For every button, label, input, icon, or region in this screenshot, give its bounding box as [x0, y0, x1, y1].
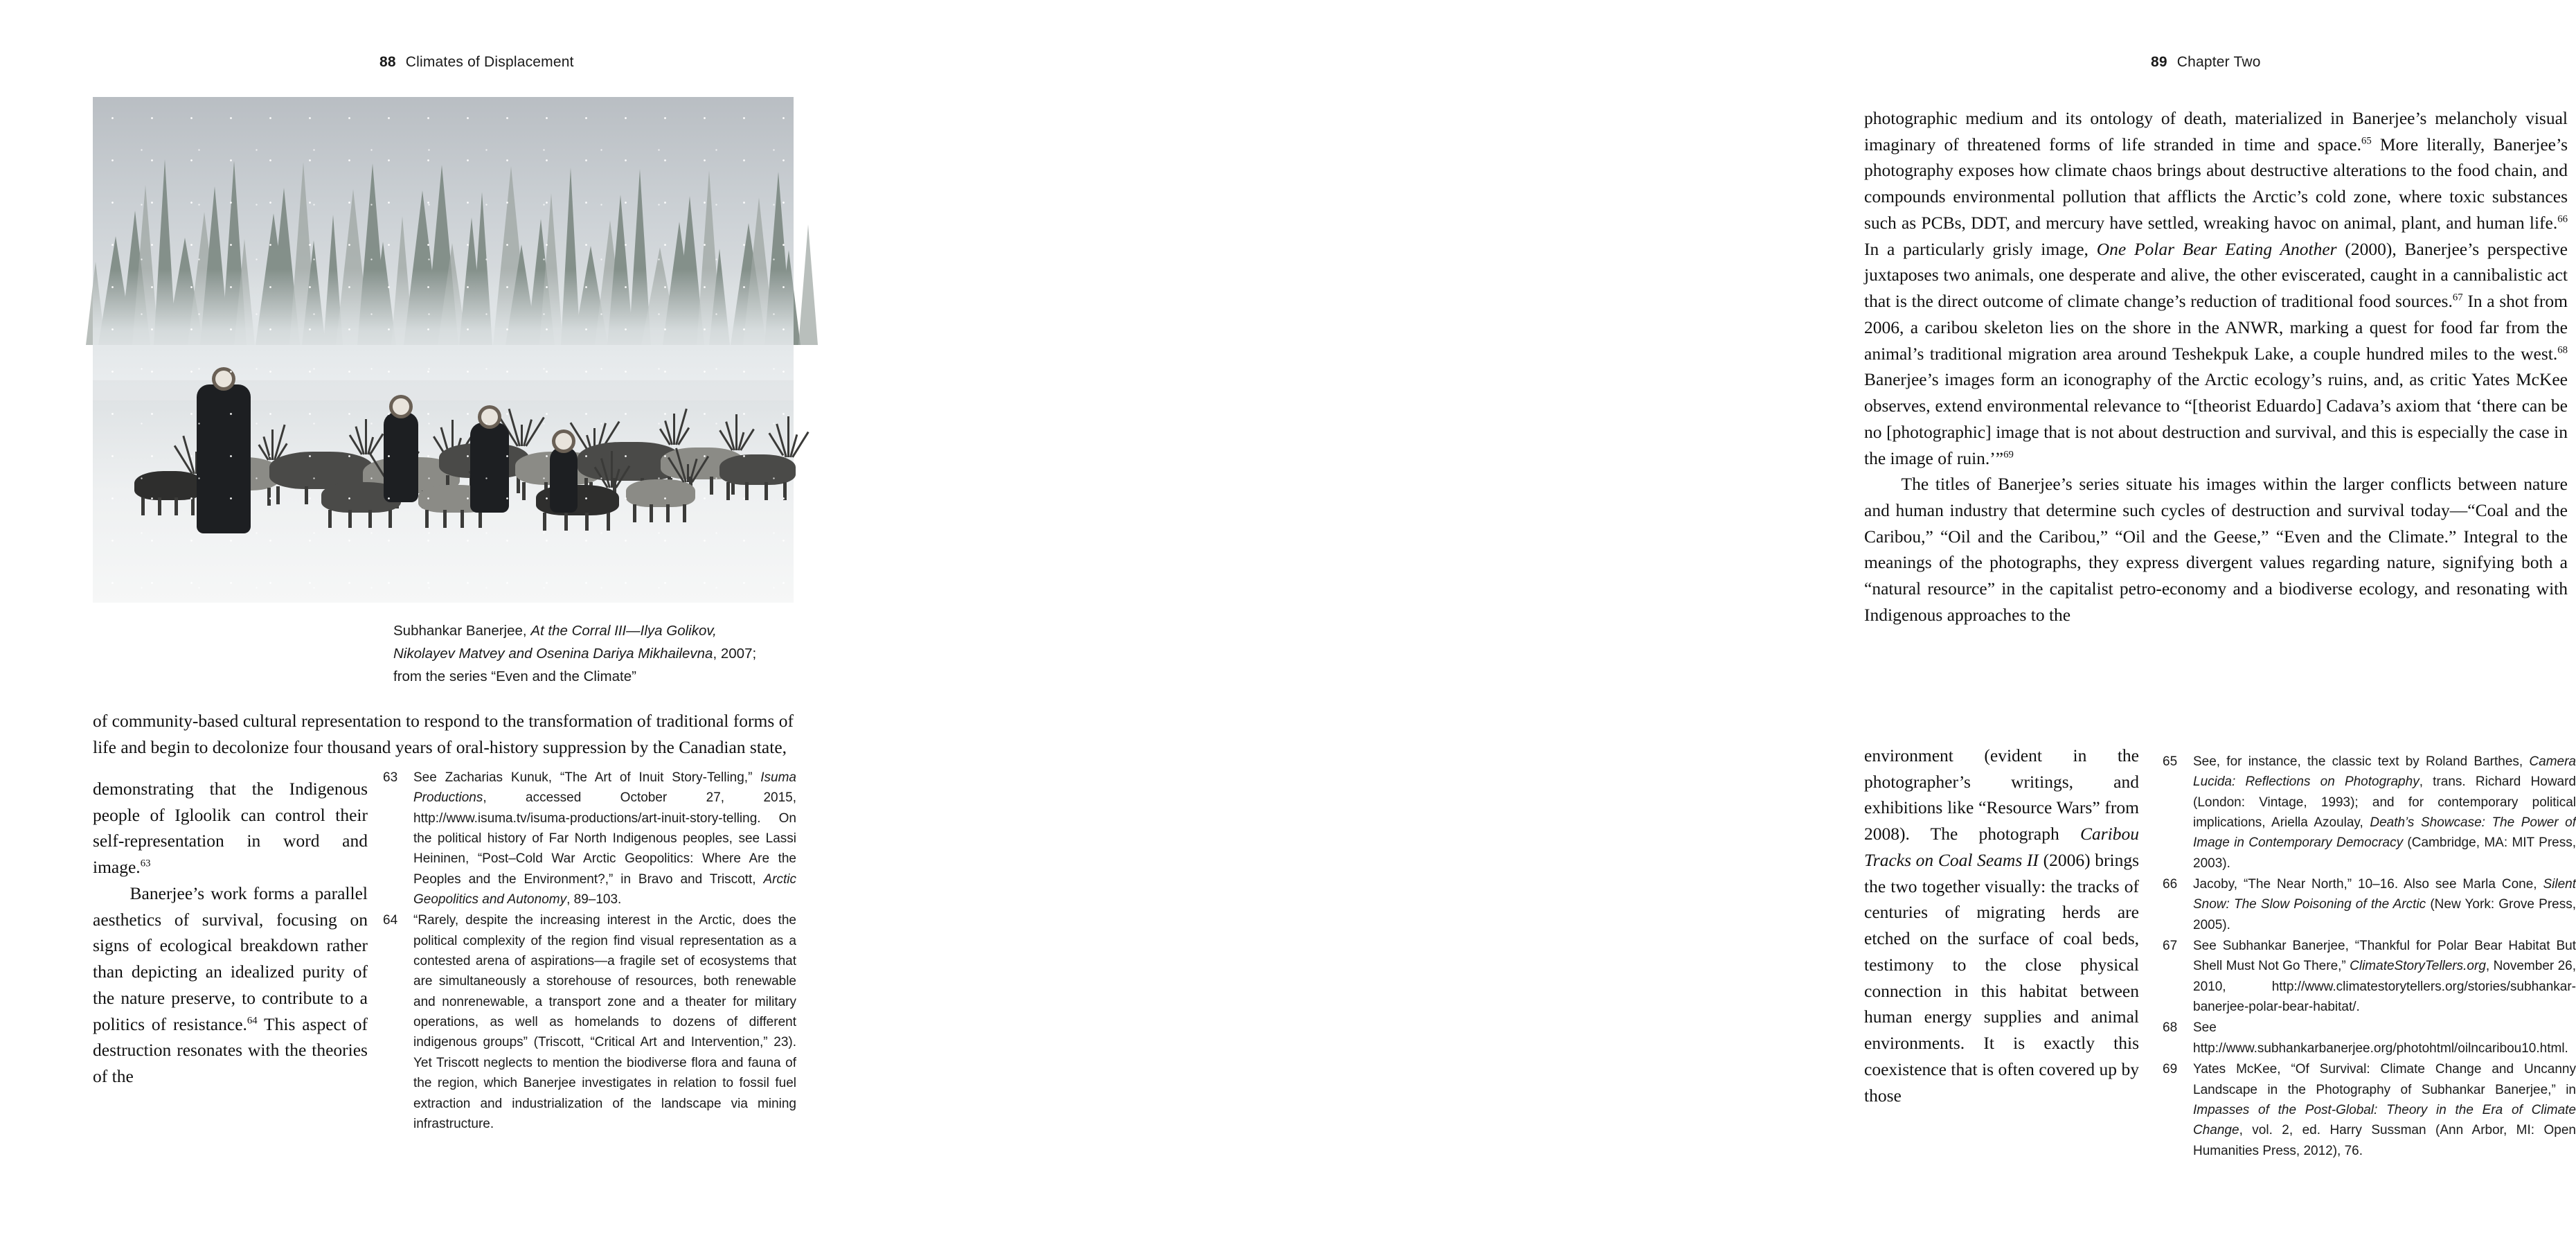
footnote-text [2193, 874, 2576, 935]
footnote-number: 63 [383, 770, 398, 785]
footnote-number: 65 [2163, 754, 2178, 769]
footnote-cited-title: Impasses of the Post-Global: Theory in the Era of Climate Change [2193, 1102, 2576, 1138]
footnote-text [2193, 936, 2576, 1017]
artwork-title-one-polar-bear: One Polar Bear Eating Another [2096, 238, 2337, 259]
photo-conifer [798, 224, 818, 345]
page-number-left: 88 [379, 54, 396, 70]
footnote-ref-69[interactable]: 69 [2003, 449, 2014, 461]
footnotes-left [383, 768, 796, 1135]
footnote-cited-title: Camera Lucida: Reflections on Photography [2193, 754, 2576, 790]
caption-line-1-plain: Subhankar Banerjee, [393, 623, 531, 639]
footnote-segment: See, for instance, the classic text by Roland Barthes, [2193, 754, 2530, 769]
footnote-segment: Yates McKee, “Of Survival: Climate Change and Uncanny Landscape in the Photography of Subhankar Banerjee,” in [2193, 1062, 2576, 1097]
caption-line-2-plain: , 2007; [713, 646, 757, 662]
footnote-segment: (Cambridge, MA: MIT Press, 2003). [2193, 835, 2576, 871]
caption-line-2-title: Nikolayev Matvey and Osenina Dariya Mikhailevna [393, 646, 713, 662]
right-narrow-b: (2006) brings the two together visually: the tracks of centuries of migrating herds are etched on the surface of coal beds, testimony to the close physical connection in this habitat between human energy supplies and animal environments. It is exactly this coexistence that is often covered up by those [1864, 849, 2139, 1106]
footnote-item [2163, 936, 2576, 1017]
footnote-ref-68[interactable]: 68 [2557, 344, 2568, 356]
right-body-wide-paragraph-2: The titles of Banerjee’s series situate his images within the larger conflicts between nature and human industry that determine such cycles of destruction and survival today—“Coal and the Caribou,” “Oil and the Caribou,” “Oil and the Geese,” “Even and the Climate.” Integral to the meanings of the photographs, they express divergent values regarding nature, signifying both a “natural resource” in the capitalist petro-economy and a biodiverse ecology, and resonating with Indigenous approaches to the [1864, 474, 2568, 625]
photograph-reindeer-herders [93, 97, 794, 603]
caption-line-1-title: At the Corral III—Ilya Golikov, [530, 623, 717, 639]
footnote-item [383, 768, 796, 910]
footnote-text [2193, 1018, 2576, 1058]
footnote-segment: (New York: Grove Press, 2005). [2193, 897, 2576, 932]
left-body-narrow [93, 776, 368, 1090]
footnote-number: 64 [383, 913, 398, 928]
left-body-narrow-paragraph-2 [93, 880, 368, 1090]
footnotes-right [2163, 752, 2576, 1162]
footnote-segment: , accessed October 27, 2015, http://www.isuma.tv/isuma-productions/art-inuit-story-telling. On the political history of Far North Indigenous peoples, see Lassi Heininen, “Post–Cold War Arctic Geopolitics: Where Are the Peoples and the Environment?,” in Bravo and Triscott, [413, 790, 796, 887]
page-right [886, 0, 2576, 1258]
artwork-title-caribou-tracks: Caribou Tracks on Coal Seams II [1864, 824, 2139, 870]
left-p1-text: demonstrating that the Indigenous people of Igloolik can control their self-representation in word and image. [93, 779, 368, 878]
footnote-ref-64[interactable]: 64 [247, 1015, 258, 1027]
footnote-number: 66 [2163, 877, 2178, 892]
footnote-text [2193, 1059, 2576, 1161]
caption-line-3: from the series “Even and the Climate” [393, 668, 636, 685]
right-body-narrow [1864, 743, 2139, 1108]
right-body-wide-paragraph-1 [1864, 105, 2568, 471]
footnote-segment: See http://www.subhankarbanerjee.org/photohtml/oilncaribou10.html. [2193, 1020, 2568, 1056]
footnote-segment: See Zacharias Kunuk, “The Art of Inuit Story-Telling,” [413, 770, 761, 785]
footnote-cited-title: Silent Snow: The Slow Poisoning of the Arctic [2193, 877, 2576, 912]
right-body-wide [1864, 105, 2568, 628]
book-title-left: Climates of Displacement [405, 54, 574, 70]
footnote-ref-67[interactable]: 67 [2452, 292, 2463, 303]
footnote-ref-65[interactable]: 65 [2361, 135, 2372, 147]
footnote-ref-63[interactable]: 63 [140, 858, 151, 869]
footnote-segment: , trans. Richard Howard (London: Vintage, 1993); and for contemporary political implications, Ariella Azoulay, [2193, 774, 2576, 831]
right-p1-c: In a particularly grisly image, [1864, 238, 2097, 259]
right-body-narrow-paragraph [1864, 743, 2139, 1108]
page-number-right: 89 [2151, 54, 2167, 70]
footnote-segment: , 89–103. [566, 892, 622, 907]
footnote-ref-66[interactable]: 66 [2557, 213, 2568, 225]
footnote-segment: See Subhankar Banerjee, “Thankful for Polar Bear Habitat But Shell Must Not Go There,” [2193, 939, 2576, 974]
footnote-cited-title: ClimateStoryTellers.org [2350, 959, 2486, 974]
left-p2-text-b: This aspect of destruction resonates with the theories of the [93, 1013, 368, 1087]
footnote-segment: , vol. 2, ed. Harry Sussman (Ann Arbor, MI: Open Humanities Press, 2012), 76. [2193, 1123, 2576, 1158]
right-narrow-a: environment (evident in the photographer’s writings, and exhibitions like “Resource Wars” from 2008). The photograph [1864, 745, 2139, 844]
footnote-number: 69 [2163, 1062, 2178, 1077]
chapter-title-right: Chapter Two [2176, 54, 2261, 70]
footnote-text [413, 768, 796, 910]
left-p2-text-a: Banerjee’s work forms a parallel aesthetics of survival, focusing on signs of ecological breakdown rather than depicting an idealized purity of the nature preserve, to contribute to a politics of resistance. [93, 883, 368, 1034]
figure-caption [393, 619, 795, 689]
footnote-number: 68 [2163, 1020, 2178, 1036]
running-head-left [379, 54, 574, 71]
footnote-item [383, 910, 796, 1134]
footnote-segment: “Rarely, despite the increasing interest in the Arctic, does the political complexity of the region find visual representation as a contested arena of aspirations—a fragile set of ecosystems that are simultaneously a storehouse of resources, both renewable and nonrenewable, a transport zone and a theater for military operations, as well as homelands to dozens of different indigenous groups” (Triscott, “Critical Art and Intervention,” 23). Yet Triscott neglects to mention the biodiverse flora and fauna of the region, which Banerjee investigates in relation to fossil fuel extraction and industrialization of the landscape via mining infrastructure. [413, 913, 796, 1131]
page-left [0, 0, 886, 1258]
footnote-item [2163, 1059, 2576, 1161]
left-body-wide [93, 708, 794, 760]
left-body-wide-paragraph: of community-based cultural representation to respond to the transformation of traditional forms of life and begin to decolonize four thousand years of oral-history suppression by the Canadian state, [93, 711, 794, 757]
footnote-cited-title: Death’s Showcase: The Power of Image in Contemporary Democracy [2193, 815, 2576, 851]
footnote-number: 67 [2163, 939, 2178, 954]
footnote-segment: , November 26, 2010, http://www.climatestorytellers.org/stories/subhankar-banerjee-polar-bear-habitat/. [2193, 959, 2576, 1015]
footnote-text [413, 910, 796, 1134]
right-p1-b: More literally, Banerjee’s photography exposes how climate chaos brings about destructive alterations to the food chain, and compounds environmental pollution that afflicts the Arctic’s cold zone, where toxic substances such as PCBs, DDT, and mercury have settled, wreaking havoc on animal, plant, and human life. [1864, 134, 2568, 233]
footnote-item [2163, 752, 2576, 874]
running-head-right [2151, 54, 2261, 71]
footnote-item [2163, 874, 2576, 935]
photo-falling-snow [93, 97, 794, 603]
right-p1-f: Banerjee’s images form an iconography of the Arctic ecology’s ruins, and, as critic Yates McKee observes, extend environmental relevance to “[theorist Eduardo] Cadava’s axiom that ‘there can be no [photographic] image that is not about destruction and survival, and this is especially the case in the image of ruin.’” [1864, 369, 2568, 468]
right-p1-d: (2000), Banerjee’s perspective juxtaposes two animals, one desperate and alive, the other eviscerated, caught in a cannibalistic act that is the direct outcome of climate change’s reduction of traditional food sources. [1864, 238, 2568, 312]
footnote-segment: Jacoby, “The Near North,” 10–16. Also see Marla Cone, [2193, 877, 2543, 892]
right-p1-e: In a shot from 2006, a caribou skeleton lies on the shore in the ANWR, marking a quest for food far from the animal’s traditional migration area around Teshekpuk Lake, a couple hundred miles to the west. [1864, 291, 2568, 364]
footnote-item [2163, 1018, 2576, 1058]
left-body-narrow-paragraph-1 [93, 776, 368, 880]
figure-block [93, 97, 794, 689]
right-p1-a: photographic medium and its ontology of death, materialized in Banerjee’s melancholy visual imaginary of threatened forms of life stranded in time and space. [1864, 108, 2568, 154]
footnote-cited-title: Arctic Geopolitics and Autonomy [413, 871, 796, 907]
footnote-cited-title: Isuma Productions [413, 770, 796, 806]
footnote-text [2193, 752, 2576, 874]
